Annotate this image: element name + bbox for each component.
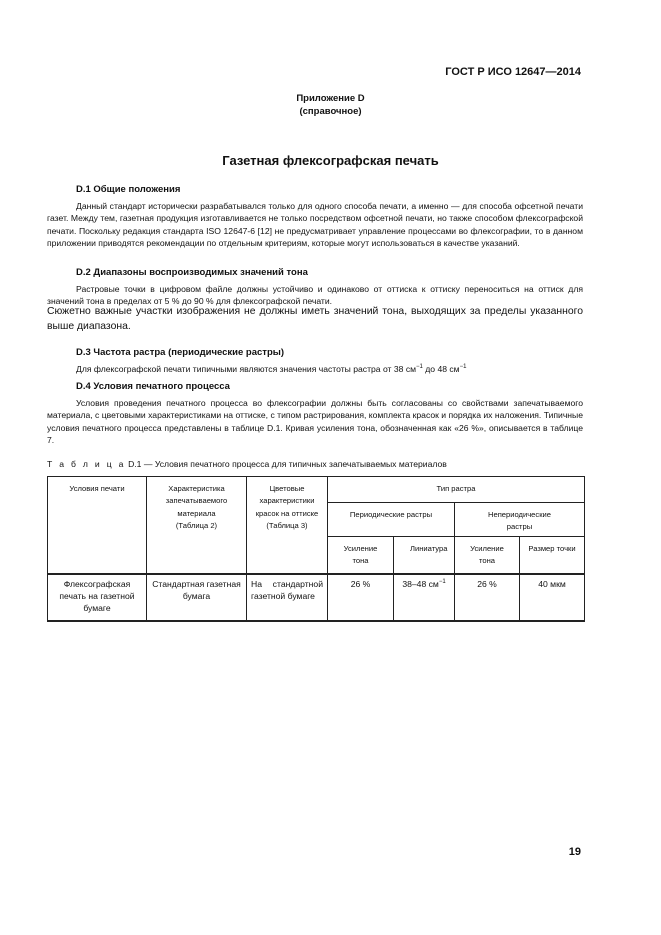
section-d3-text xyxy=(47,363,583,375)
d3-text-mid: до 48 см xyxy=(422,364,460,374)
cell-dot-size: 40 мкм xyxy=(520,574,585,621)
header-lineature: Линиатура xyxy=(394,537,455,574)
header-nonperiodic: Непериодические растры xyxy=(455,503,585,537)
d3-sup-1: −1 xyxy=(416,364,423,371)
print-conditions-table xyxy=(47,476,585,622)
header-raster-type: Тип растра xyxy=(328,477,585,503)
cell-tone-gain-periodic: 26 % xyxy=(328,574,394,621)
cell-lineature xyxy=(394,574,455,621)
table-row xyxy=(48,574,585,621)
section-d4-heading: D.4 Условия печатного процесса xyxy=(76,381,230,392)
header-material: Характеристика запечатываемого материала (Таблица 2) xyxy=(147,477,247,574)
header-tone-gain-nonperiodic: Усиление тона xyxy=(455,537,520,574)
section-d2-text: Растровые точки в цифровом файле должны устойчиво и одинаково от оттиска к оттиску переноситься на оттиск для значений тона в пределах от 5 % до 90 % для флексографской печати. xyxy=(47,284,583,307)
header-color: Цветовые характеристики красок на оттиске (Таблица 3) xyxy=(247,477,328,574)
cell-conditions: Флексографская печать на газетной бумаге xyxy=(48,574,147,621)
section-d1-text: Данный стандарт исторически разрабатывался только для одного способа печати, а именно — для способа офсетной печати газет. Между тем, газетная продукция изготавливается не только посредством офсетной печати, но также способом флексографской печати. Поскольку редакция стандарта ISO 12647-6 [12] не предусматривает управление процессами во флексографии, то в данном приложении приводятся рекомендации по отдельным критериям, которые могут использоваться в качестве указаний. xyxy=(47,201,583,248)
section-d2-heading: D.2 Диапазоны воспроизводимых значений тона xyxy=(76,267,308,278)
header-periodic: Периодические растры xyxy=(328,503,455,537)
cell-material: Стандартная газетная бумага xyxy=(147,574,247,621)
lineature-value: 38–48 см xyxy=(402,578,439,589)
cell-tone-gain-nonperiodic: 26 % xyxy=(455,574,520,621)
lineature-sup: −1 xyxy=(438,578,446,585)
cell-color: На стандартной газетной бумаге xyxy=(247,574,328,621)
d3-text-before: Для флексографской печати типичными являются значения частоты растра от 38 см xyxy=(76,364,417,374)
section-d2-text-large: Сюжетно важные участки изображения не должны иметь значений тона, выходящих за пределы указанного выше диапазона. xyxy=(47,306,583,332)
page-number: 19 xyxy=(568,846,581,858)
page-title: Газетная флексографская печать xyxy=(222,153,439,168)
header-dot-size: Размер точки xyxy=(520,537,585,574)
table-caption-label: Т а б л и ц а xyxy=(47,459,126,469)
d3-sup-2: −1 xyxy=(459,364,467,371)
section-d4-text: Условия проведения печатного процесса во флексографии должны быть согласованы со свойствами запечатываемого материала, с цветовыми характеристиками на оттиске, с типом растрирования, комплекта красок и порядка их наложения. Типичные условия печатного процесса представлены в таблице D.1. Кривая усиления тона, обозначенная как «26 %», описывается в таблице 7. xyxy=(47,398,583,445)
document-header: ГОСТ Р ИСО 12647—2014 xyxy=(445,66,581,78)
table-caption xyxy=(47,459,447,469)
table-caption-text: D.1 — Условия печатного процесса для типичных запечатываемых материалов xyxy=(125,459,447,469)
header-conditions: Условия печати xyxy=(48,477,147,574)
appendix-note: (справочное) xyxy=(299,106,362,117)
appendix-label: Приложение D xyxy=(296,93,365,104)
section-d1-heading: D.1 Общие положения xyxy=(76,184,181,195)
section-d3-heading: D.3 Частота растра (периодические растры) xyxy=(76,347,285,358)
header-tone-gain-periodic: Усиление тона xyxy=(328,537,394,574)
